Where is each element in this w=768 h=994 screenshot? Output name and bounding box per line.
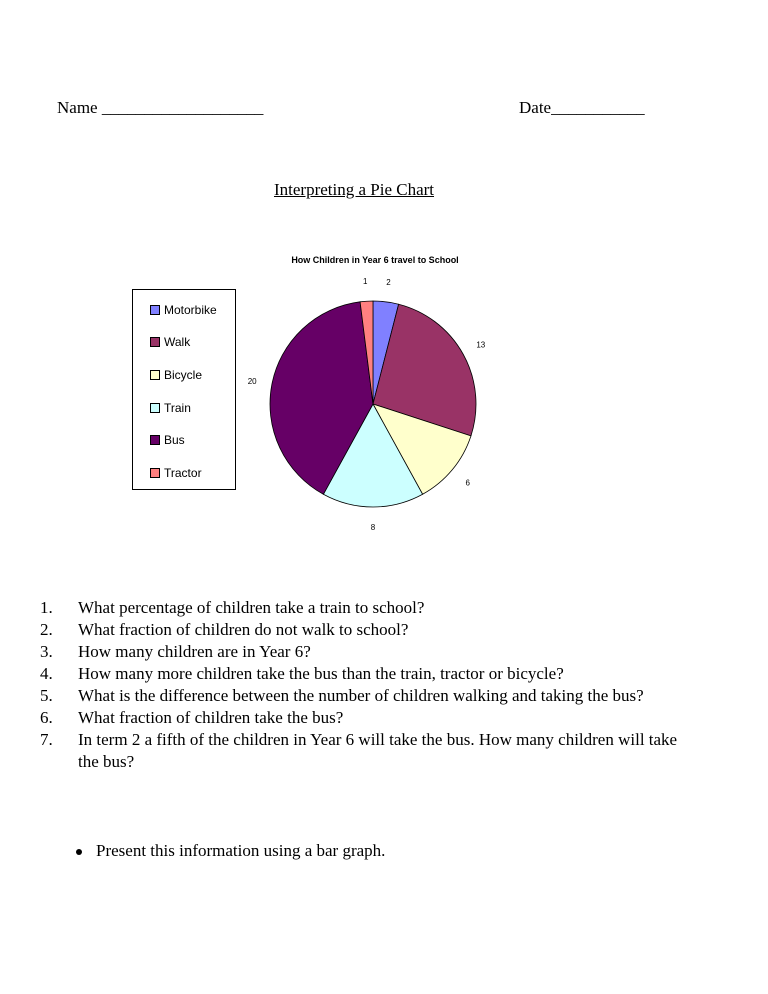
bullet-icon [76, 849, 82, 855]
question-number: 1. [40, 598, 53, 617]
question-item [40, 663, 700, 685]
question-item [40, 619, 700, 641]
question-item [40, 729, 700, 773]
pie-data-label: 8 [370, 523, 376, 532]
question-number: 3. [40, 642, 53, 661]
question-number: 5. [40, 686, 53, 705]
question-text: What fraction of children do not walk to school? [78, 620, 409, 639]
bullet-text: Present this information using a bar graph. [96, 841, 386, 860]
legend-label: Tractor [164, 466, 202, 480]
question-list [40, 597, 700, 773]
legend-label: Walk [164, 335, 191, 349]
question-text: What percentage of children take a train to school? [78, 598, 425, 617]
question-text: What is the difference between the number of children walking and taking the bus? [78, 686, 644, 705]
date-field-label: Date___________ [519, 98, 645, 117]
pie-data-label: 13 [476, 340, 486, 350]
bar-graph-task [76, 841, 385, 861]
question-number: 2. [40, 620, 53, 639]
chart-title: How Children in Year 6 travel to School [291, 255, 459, 265]
pie-data-label: 20 [247, 376, 257, 386]
question-number: 7. [40, 730, 53, 749]
question-item [40, 685, 700, 707]
page-title: Interpreting a Pie Chart [273, 180, 435, 199]
legend-label: Bicycle [164, 368, 203, 382]
question-text: In term 2 a fifth of the children in Year 6 will take the bus. How many children will take the bus? [78, 730, 678, 771]
pie-data-label: 6 [465, 478, 470, 488]
name-field-label: Name ___________________ [57, 98, 264, 117]
question-text: How many more children take the bus than the train, tractor or bicycle? [78, 664, 564, 683]
question-item [40, 707, 700, 729]
legend-label: Train [164, 401, 191, 415]
question-text: How many children are in Year 6? [78, 642, 311, 661]
question-text: What fraction of children take the bus? [78, 708, 344, 727]
question-item [40, 597, 700, 619]
question-number: 4. [40, 664, 53, 683]
legend-label: Bus [164, 433, 185, 447]
pie-data-label: 2 [386, 277, 391, 287]
pie-data-label: 1 [363, 277, 368, 287]
question-number: 6. [40, 708, 53, 727]
legend-label: Motorbike [164, 303, 217, 317]
question-item [40, 641, 700, 663]
